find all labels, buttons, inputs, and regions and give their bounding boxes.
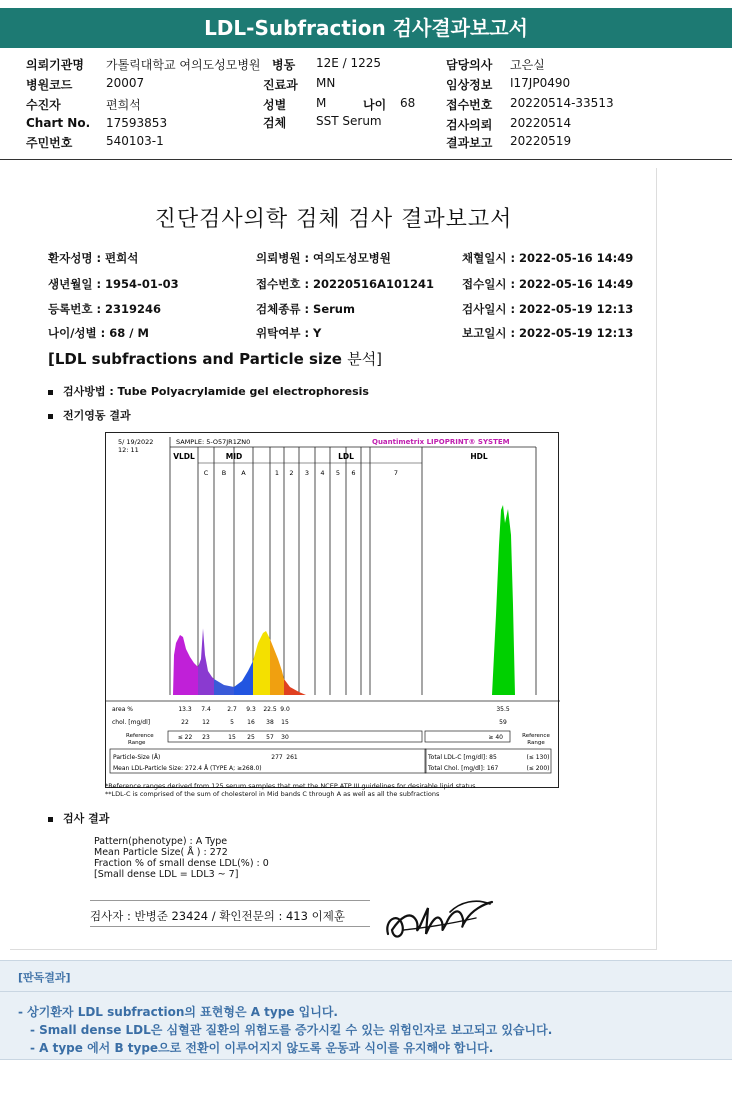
interpretation-panel (0, 960, 732, 1060)
hospcode-label: 병원코드 (26, 78, 73, 92)
reportdate-label: 결과보고 (446, 136, 493, 150)
row-label-ref: Reference (126, 733, 154, 739)
divider (0, 159, 732, 160)
result-line: Pattern(phenotype) : A Type (94, 836, 228, 847)
chart-date: 5/ 19/2022 (118, 438, 154, 446)
requester-value: 가톨릭대학교 여의도성모병원 (106, 58, 261, 72)
age-value: 68 (400, 96, 416, 110)
band-label: 4 (320, 469, 325, 477)
interpretation-line-1: - 상기환자 LDL subfraction의 표현형은 A type 입니다. (18, 1005, 338, 1019)
clinical-value: I17JP0490 (510, 76, 571, 90)
reqdate-value: 20220514 (510, 116, 572, 130)
ward-label: 병동 (272, 58, 296, 72)
specimen-label: 검체 (263, 116, 287, 130)
footnote-line-2: **LDL-C is comprised of the sum of cholesterol in Mid bands C through A as well as all the subfractions (105, 790, 440, 798)
chart-no-label: Chart No. (26, 116, 91, 130)
reqdate-label: 검사의뢰 (446, 118, 493, 132)
area-value: 7.4 (201, 706, 211, 713)
results-table (110, 706, 551, 773)
age-sex: 나이/성별 : 68 / M (48, 326, 149, 340)
collection-time: 채혈일시 : 2022-05-16 14:49 (462, 251, 634, 265)
band-label: 5 (335, 469, 341, 477)
band-label: B (221, 469, 227, 477)
band-group-label: LDL (338, 452, 354, 461)
band-group-label: MID (225, 452, 243, 461)
lab-report-document (10, 168, 657, 950)
hospcode-value: 20007 (106, 76, 145, 90)
result-heading: 검사 결과 (63, 812, 110, 825)
bullet-icon (48, 390, 53, 395)
electrophoresis-svg (106, 433, 560, 789)
area-value: 22.5 (263, 706, 277, 713)
band-group-labels (173, 452, 488, 463)
handwritten-signature (380, 890, 500, 946)
consignment: 위탁여부 : Y (256, 326, 322, 340)
sex-label: 성별 (263, 98, 287, 112)
section-heading-en: [LDL subfractions and Particle size (48, 350, 342, 368)
chart-sample: SAMPLE: 5-O57JR1ZN0 (176, 438, 251, 446)
birth-date: 생년월일 : 1954-01-03 (48, 277, 179, 291)
signer-info: 검사자 : 반병준 23424 / 확인전문의 : 413 이제훈 (90, 909, 345, 923)
chol-value: 12 (202, 719, 210, 726)
electro-text: 전기영동 결과 (63, 409, 131, 422)
interpretation-line-3: - A type 에서 B type으로 전환이 이루어지지 않도록 운동과 식이를 유지해야 합니다. (30, 1041, 494, 1055)
specimen-value: SST Serum (316, 114, 382, 128)
id-value: 540103-1 (106, 134, 164, 148)
ldl1-peak (253, 631, 270, 695)
method-bullet (48, 383, 369, 399)
chart-brand: Quantimetrix LIPOPRINT® SYSTEM (372, 438, 510, 446)
document-title: 진단검사의학 검체 검사 결과보고서 (154, 207, 513, 232)
hdl-peak (492, 505, 515, 695)
area-value: 2.7 (227, 706, 237, 713)
requester-label: 의뢰기관명 (26, 58, 84, 72)
electro-bullet (48, 407, 131, 423)
test-time: 검사일시 : 2022-05-19 12:13 (462, 302, 634, 316)
mean-size: Mean LDL-Particle Size: 272.4 Å (TYPE A; ≥268.0) (113, 765, 262, 772)
result-line: Mean Particle Size( Å ) : 272 (94, 847, 228, 858)
chol-value: 38 (266, 719, 274, 726)
band-label: 2 (289, 469, 294, 477)
total-ldl-ref: (≤ 130) (526, 754, 550, 761)
area-value: 9.3 (246, 706, 256, 713)
signature-rule-bottom (90, 926, 370, 927)
electrophoresis-chart (105, 432, 559, 788)
ref-value: ≥ 40 (488, 734, 503, 741)
section-heading (48, 348, 382, 369)
section-heading-ko: 분석] (347, 350, 383, 368)
bullet-icon (48, 414, 53, 419)
chol-value: 22 (181, 719, 189, 726)
doctor-label: 담당의사 (446, 58, 493, 72)
patient-value: 편희석 (106, 98, 141, 112)
interpretation-line-2: - Small dense LDL은 심혈관 질환의 위험도를 증가시킬 수 있는 위험인자로 보고되고 있습니다. (30, 1023, 553, 1037)
receipt-value: 20220514-33513 (510, 96, 614, 110)
result-line: Fraction % of small dense LDL(%) : 0 (94, 858, 269, 869)
panel-divider (0, 991, 732, 992)
row-label-ref: Range (128, 740, 146, 746)
band-label: 3 (304, 469, 310, 477)
band-label: 7 (393, 469, 399, 477)
mid-a-peak (234, 661, 253, 695)
signature-rule-top (90, 900, 370, 901)
total-ldl: Total LDL-C [mg/dl]: 85 (428, 754, 497, 761)
ldl3-tail (284, 679, 306, 695)
clinical-label: 임상정보 (446, 78, 493, 92)
requesting-hospital: 의뢰병원 : 여의도성모병원 (256, 251, 391, 265)
chart-time: 12: 11 (118, 446, 139, 454)
request-info-panel (0, 54, 732, 154)
band-label: 6 (351, 469, 356, 477)
report-title-bar: LDL-Subfraction 검사결과보고서 (0, 8, 732, 48)
dept-label: 진료과 (263, 78, 298, 92)
row-label-area: area % (112, 706, 133, 713)
band-labels (204, 469, 398, 477)
reportdate-value: 20220519 (510, 134, 572, 148)
sex-value: M (316, 96, 327, 110)
size-value: 277 (271, 754, 283, 761)
ref-value: 57 (266, 734, 274, 741)
dept-value: MN (316, 76, 336, 90)
chart-footnote (105, 782, 565, 798)
row-label-size: Particle-Size (Å) (113, 754, 161, 761)
method-text: 검사방법 : Tube Polyacrylamide gel electrophoresis (63, 385, 369, 398)
chol-value: 16 (247, 719, 255, 726)
doctor-value: 고은실 (510, 58, 545, 72)
chol-value: 59 (499, 719, 507, 726)
ref-value: 15 (228, 734, 236, 741)
area-value: 35.5 (496, 706, 510, 713)
ref-label-right: Range (527, 740, 545, 746)
band-group-label: VLDL (173, 452, 195, 461)
ward-value: 12E / 1225 (316, 56, 382, 70)
ref-value: 23 (202, 734, 210, 741)
report-time: 보고일시 : 2022-05-19 12:13 (462, 326, 634, 340)
result-bullet (48, 810, 109, 826)
row-label-chol: chol. [mg/dl] (112, 719, 151, 726)
patient-name: 환자성명 : 편희석 (48, 251, 139, 265)
receipt-label: 접수번호 (446, 98, 493, 112)
specimen-type: 검체종류 : Serum (256, 302, 355, 316)
band-label: 1 (274, 469, 280, 477)
ldl2-peak (270, 639, 284, 695)
band-group-label: HDL (470, 452, 488, 461)
chol-value: 5 (230, 719, 234, 726)
mid-c-peak (198, 628, 214, 695)
ref-value: 25 (247, 734, 255, 741)
patient-label: 수진자 (26, 98, 61, 112)
band-label: A (241, 469, 246, 477)
chart-no-value: 17593853 (106, 116, 168, 130)
id-label: 주민번호 (26, 136, 73, 150)
result-summary (94, 836, 269, 880)
ref-value: 30 (281, 734, 289, 741)
result-line: [Small dense LDL = LDL3 ~ 7] (94, 869, 239, 880)
vldl-peak (173, 635, 198, 695)
footnote-line-1: *Reference ranges derived from 125 serum samples that met the NCEP ATP III guidelines for desirable lipid status (105, 782, 476, 790)
registration-number: 등록번호 : 2319246 (48, 302, 162, 316)
age-label: 나이 (363, 98, 387, 112)
band-divider-lines (170, 447, 536, 695)
band-label: C (203, 469, 209, 477)
area-value: 9.0 (280, 706, 290, 713)
ref-value: ≤ 22 (177, 734, 193, 741)
chol-value: 15 (281, 719, 289, 726)
bullet-icon (48, 817, 53, 822)
total-chol-ref: (≤ 200) (526, 765, 550, 772)
total-chol: Total Chol. [mg/dl]: 167 (428, 765, 499, 772)
accession-number: 접수번호 : 20220516A101241 (256, 277, 434, 291)
size-value: 261 (286, 754, 298, 761)
ref-label-right: Reference (522, 733, 550, 739)
interpretation-heading: [판독결과] (18, 971, 71, 984)
peak-areas (173, 505, 515, 695)
area-value: 13.3 (178, 706, 192, 713)
receipt-time: 접수일시 : 2022-05-16 14:49 (462, 277, 634, 291)
mid-b-peak (214, 679, 234, 695)
